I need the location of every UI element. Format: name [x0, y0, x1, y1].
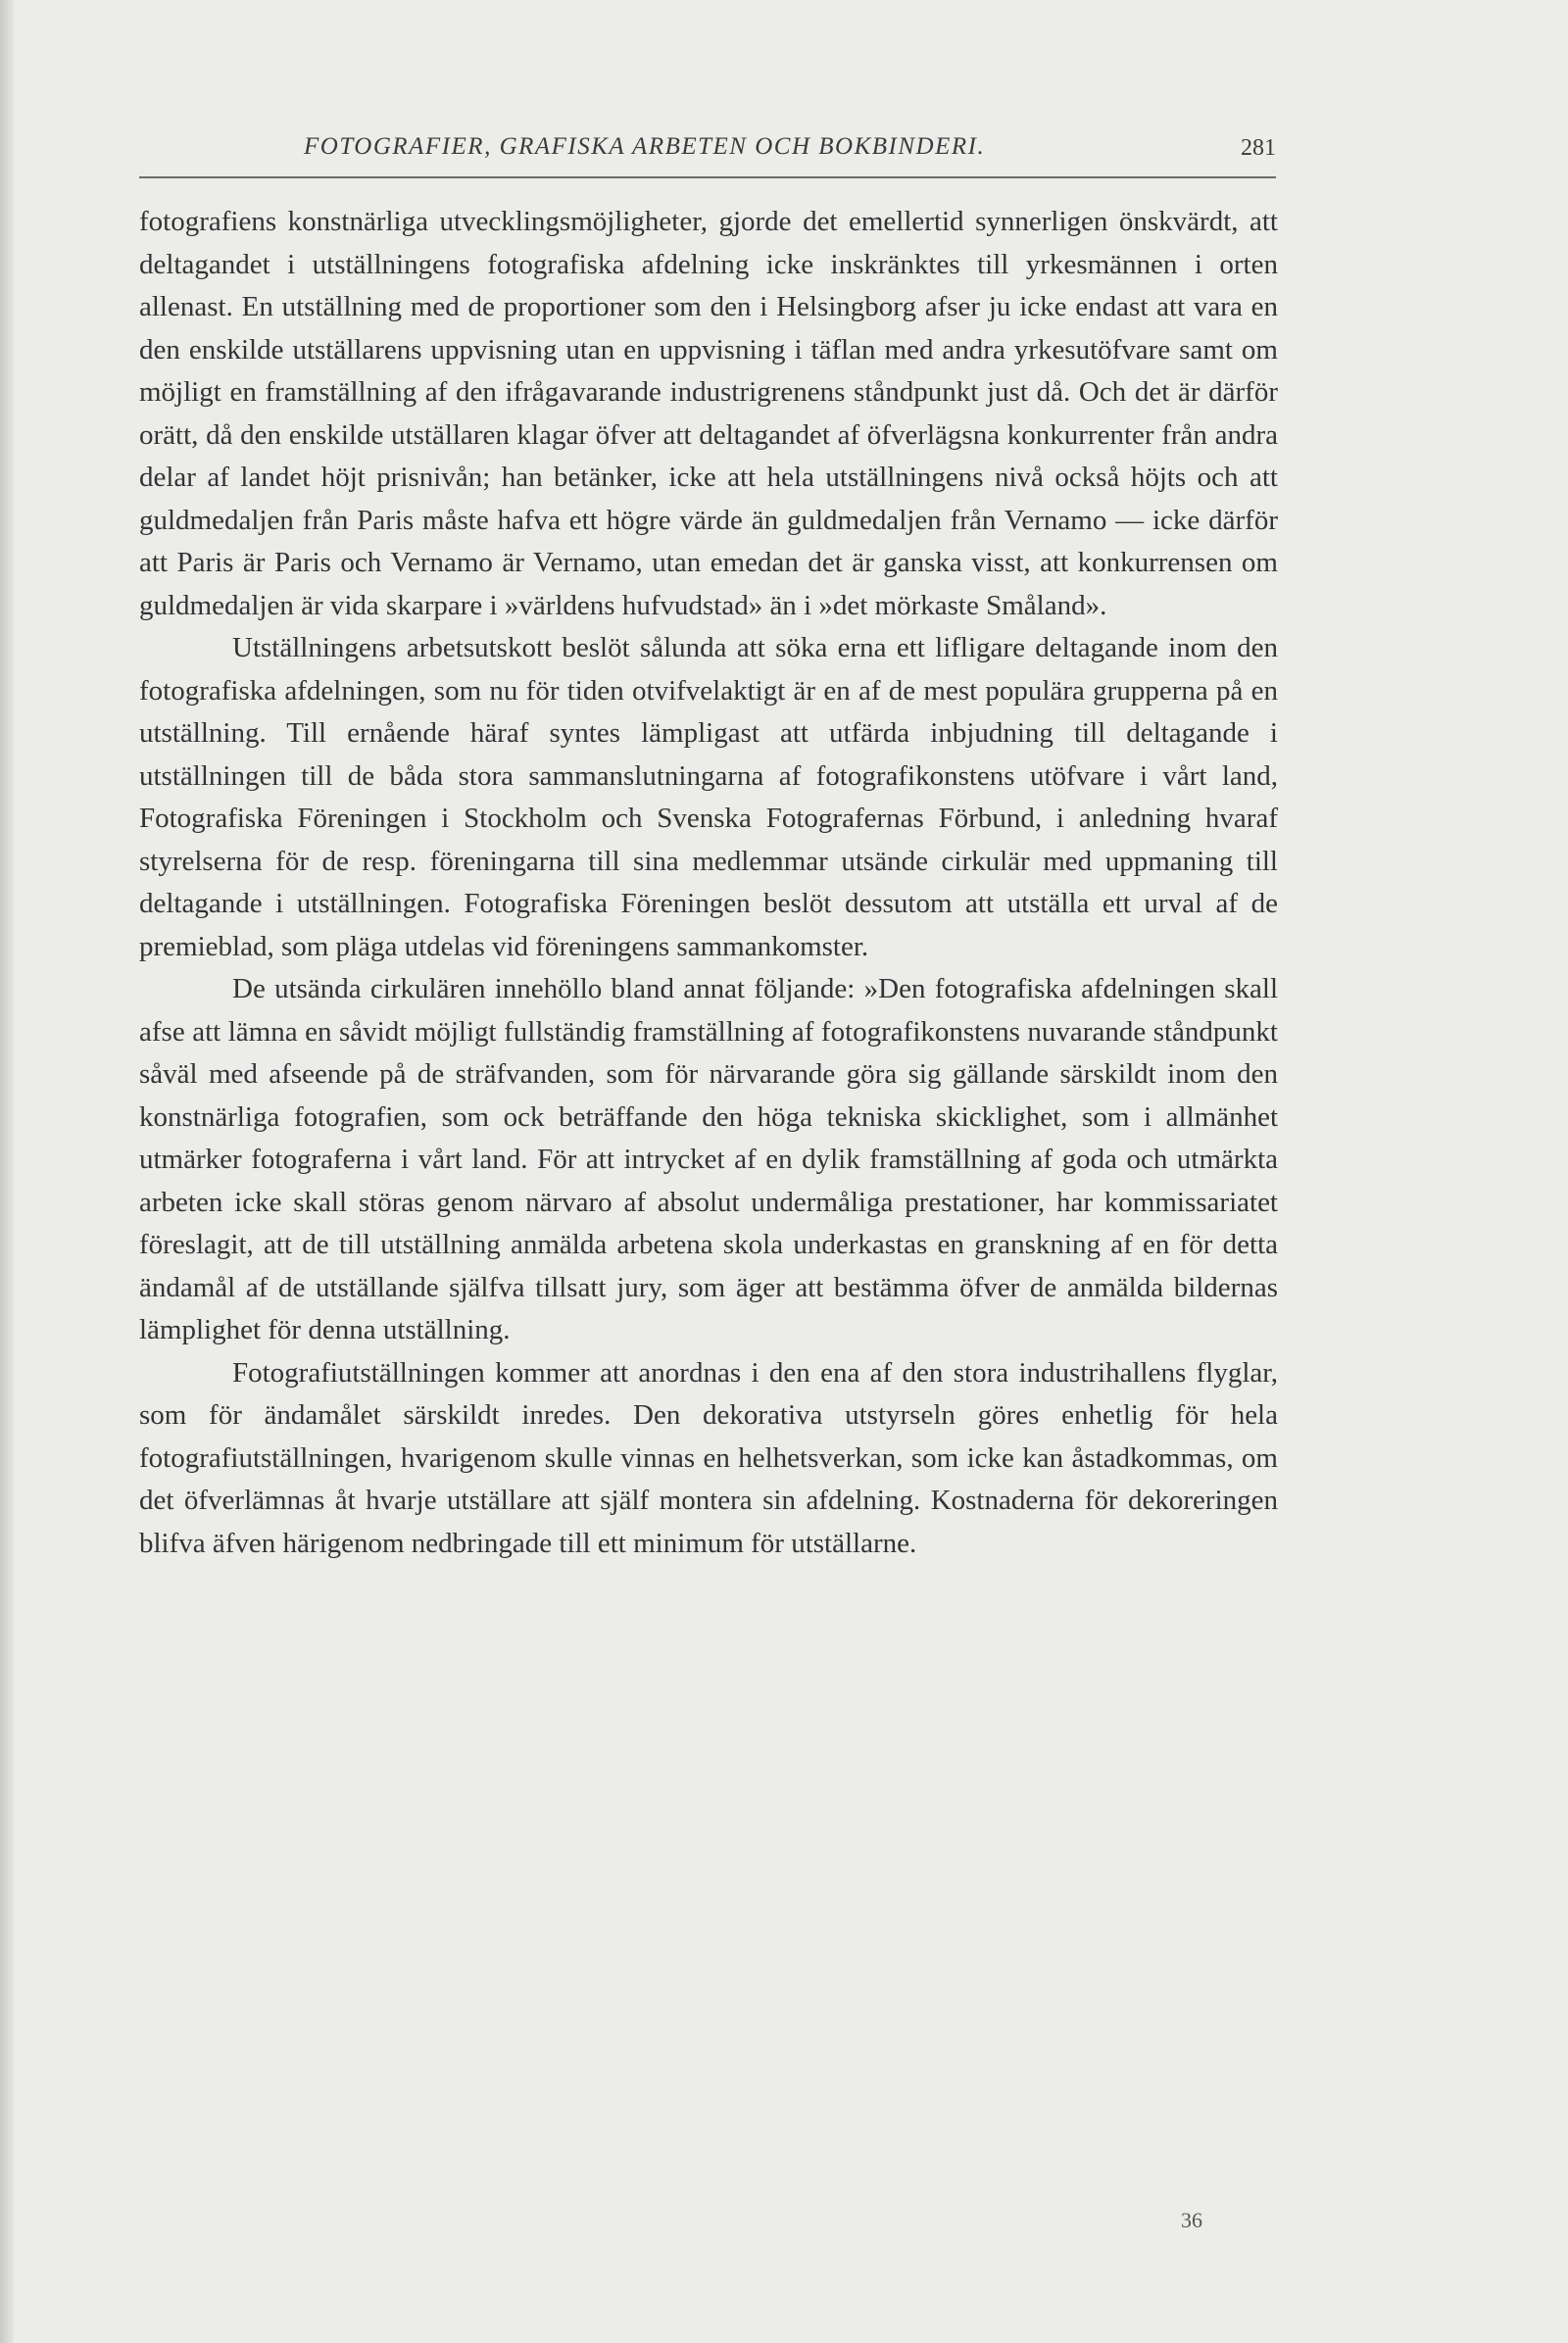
paragraph-4: Fotografiutställningen kommer att anordnas i den ena af den stora industrihallens flyglar, som för ändamålet särskildt inredes. Den dekorativa utstyrseln göres enhetlig för hela fotografiutställningen, hvarigenom skulle vinnas en helhetsverkan, som icke kan åstadkommas, om det öfverlämnas åt hvarje utställare att själf montera sin afdelning. Kostnaderna för dekoreringen blifva äfven härigenom nedbringade till ett minimum för utställarne. [139, 1356, 1278, 1559]
signature-mark: 36 [1181, 2208, 1202, 2232]
paragraph-1: fotografiens konstnärliga utvecklingsmöjligheter, gjorde det emellertid synnerligen önskvärdt, att deltagandet i utställningens fotografiska afdelning icke inskränktes till yrkesmännen i orten allenast. En utställning med de proportioner som den i Helsingborg afser ju icke endast att vara en den enskilde utställarens uppvisning utan en uppvisning i täflan med andra yrkesutöfvare samt om möjligt en framställning af den ifrågavarande industrigrenens ståndpunkt just då. Och det är därför orätt, då den enskilde utställaren klagar öfver att deltagandet af öfverlägsna konkurrenter från andra delar af landet höjt prisnivån; han betänker, icke att hela utställningens nivå också höjts och att guldmedaljen från Paris måste hafva ett högre värde än guldmedaljen från Vernamo — icke därför att Paris är Paris och Vernamo är Vernamo, utan emedan det är ganska visst, att konkurrensen om guldmedaljen är vida skarpare i »världens hufvudstad» än i »det mörkaste Småland». [139, 206, 1278, 621]
page-number: 281 [1241, 135, 1276, 161]
body-text [139, 201, 1278, 1565]
page-edge [0, 0, 14, 2343]
header-rule [139, 176, 1276, 178]
running-head: FOTOGRAFIER, GRAFISKA ARBETEN OCH BOKBINDERI. [304, 133, 986, 160]
paragraph-2: Utställningens arbetsutskott beslöt sålunda att söka erna ett lifligare deltagande inom den fotografiska afdelningen, som nu för tiden otvifvelaktigt är en af de mest populära grupperna på en utställning. Till ernående häraf syntes lämpligast att utfärda inbjudning till deltagande i utställningen till de båda stora sammanslutningarna af fotografikonstens utöfvare i vårt land, Fotografiska Föreningen i Stockholm och Svenska Fotografernas Förbund, i anledning hvaraf styrelserna för de resp. föreningarna till sina medlemmar utsände cirkulär med uppmaning till deltagande i utställningen. Fotografiska Föreningen beslöt dessutom att utställa ett urval af de premieblad, som pläga utdelas vid föreningens sammankomster. [139, 632, 1278, 962]
paragraph-3: De utsända cirkulären innehöllo bland annat följande: »Den fotografiska afdelningen skall afse att lämna en såvidt möjligt fullständig framställning af fotografikonstens nuvarande ståndpunkt såväl med afseende på de sträfvanden, som för närvarande göra sig gällande särskildt inom den konstnärliga fotografien, som ock beträffande den höga tekniska skicklighet, som i allmänhet utmärker fotograferna i vårt land. För att intrycket af en dylik framställning af goda och utmärkta arbeten icke skall störas genom närvaro af absolut undermåliga prestationer, har kommissariatet föreslagit, att de till utställning anmälda arbetena skola underkastas en granskning af en för detta ändamål af de utställande själfva tillsatt jury, som äger att bestämma öfver de anmälda bildernas lämplighet för denna utställning. [139, 973, 1278, 1345]
page-header [137, 129, 1276, 172]
